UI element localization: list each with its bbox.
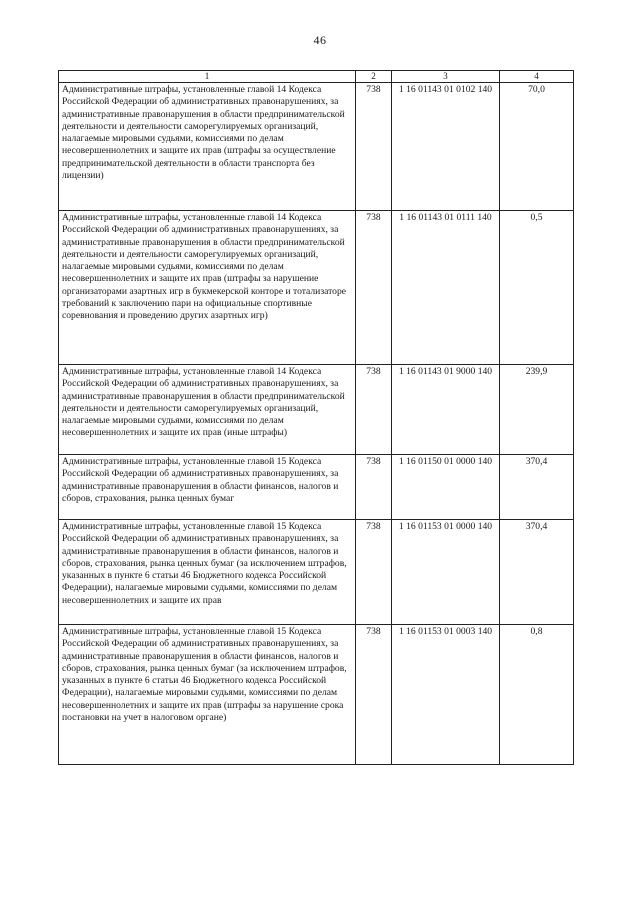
row-amount: 0,5 xyxy=(500,211,574,365)
table-row xyxy=(59,211,574,365)
row-description: Административные штрафы, установленные главой 14 Кодекса Российской Федерации об административных правонарушениях, за административные правонарушения в области предпринимательской деятельности и деятельности саморегулируемых организаций, налагаемые мировыми судьями, комиссиями по делам несовершеннолетних и защите их прав (штрафы за нарушение организаторами азартных игр в букмекерской конторе и тотализаторе требований к заключению пари на официальные спортивные соревнования и проведению других азартных игр) xyxy=(59,211,356,365)
row-kbk-code: 1 16 01153 01 0003 140 xyxy=(392,625,500,765)
row-description: Административные штрафы, установленные главой 15 Кодекса Российской Федерации об административных правонарушениях, за административные правонарушения в области финансов, налогов и сборов, страхования, рынка ценных бумаг xyxy=(59,455,356,520)
column-header-4: 4 xyxy=(500,71,574,83)
table-row xyxy=(59,625,574,765)
row-admin-code: 738 xyxy=(356,211,392,365)
column-header-2: 2 xyxy=(356,71,392,83)
row-admin-code: 738 xyxy=(356,520,392,625)
row-kbk-code: 1 16 01143 01 0111 140 xyxy=(392,211,500,365)
row-kbk-code: 1 16 01143 01 9000 140 xyxy=(392,365,500,455)
table-header-row xyxy=(59,71,574,83)
row-description: Административные штрафы, установленные главой 14 Кодекса Российской Федерации об административных правонарушениях, за административные правонарушения в области предпринимательской деятельности и деятельности саморегулируемых организаций, налагаемые мировыми судьями, комиссиями по делам несовершеннолетних и защите их прав (штрафы за осуществление предпринимательской деятельности в области транспорта без лицензии) xyxy=(59,83,356,211)
column-header-1: 1 xyxy=(59,71,356,83)
column-header-3: 3 xyxy=(392,71,500,83)
row-admin-code: 738 xyxy=(356,625,392,765)
row-kbk-code: 1 16 01143 01 0102 140 xyxy=(392,83,500,211)
row-description: Административные штрафы, установленные главой 15 Кодекса Российской Федерации об административных правонарушениях, за административные правонарушения в области финансов, налогов и сборов, страхования, рынка ценных бумаг (за исключением штрафов, указанных в пункте 6 статьи 46 Бюджетного кодекса Российской Федерации), налагаемые мировыми судьями, комиссиями по делам несовершеннолетних и защите их прав xyxy=(59,520,356,625)
table-row xyxy=(59,455,574,520)
row-amount: 0,8 xyxy=(500,625,574,765)
row-amount: 239,9 xyxy=(500,365,574,455)
row-amount: 370,4 xyxy=(500,455,574,520)
row-admin-code: 738 xyxy=(356,365,392,455)
revenue-table xyxy=(58,70,574,765)
row-kbk-code: 1 16 01153 01 0000 140 xyxy=(392,520,500,625)
row-description: Административные штрафы, установленные главой 15 Кодекса Российской Федерации об административных правонарушениях, за административные правонарушения в области финансов, налогов и сборов, страхования, рынка ценных бумаг (за исключением штрафов, указанных в пункте 6 статьи 46 Бюджетного кодекса Российской Федерации), налагаемые мировыми судьями, комиссиями по делам несовершеннолетних и защите их прав (штрафы за нарушение срока постановки на учет в налоговом органе) xyxy=(59,625,356,765)
row-kbk-code: 1 16 01150 01 0000 140 xyxy=(392,455,500,520)
row-description: Административные штрафы, установленные главой 14 Кодекса Российской Федерации об административных правонарушениях, за административные правонарушения в области предпринимательской деятельности и деятельности саморегулируемых организаций, налагаемые мировыми судьями, комиссиями по делам несовершеннолетних и защите их прав (иные штрафы) xyxy=(59,365,356,455)
row-admin-code: 738 xyxy=(356,455,392,520)
row-amount: 70,0 xyxy=(500,83,574,211)
table-row xyxy=(59,83,574,211)
row-admin-code: 738 xyxy=(356,83,392,211)
table-row xyxy=(59,365,574,455)
revenue-table-container xyxy=(58,70,573,765)
row-amount: 370,4 xyxy=(500,520,574,625)
page-number: 46 xyxy=(313,33,327,47)
table-row xyxy=(59,520,574,625)
